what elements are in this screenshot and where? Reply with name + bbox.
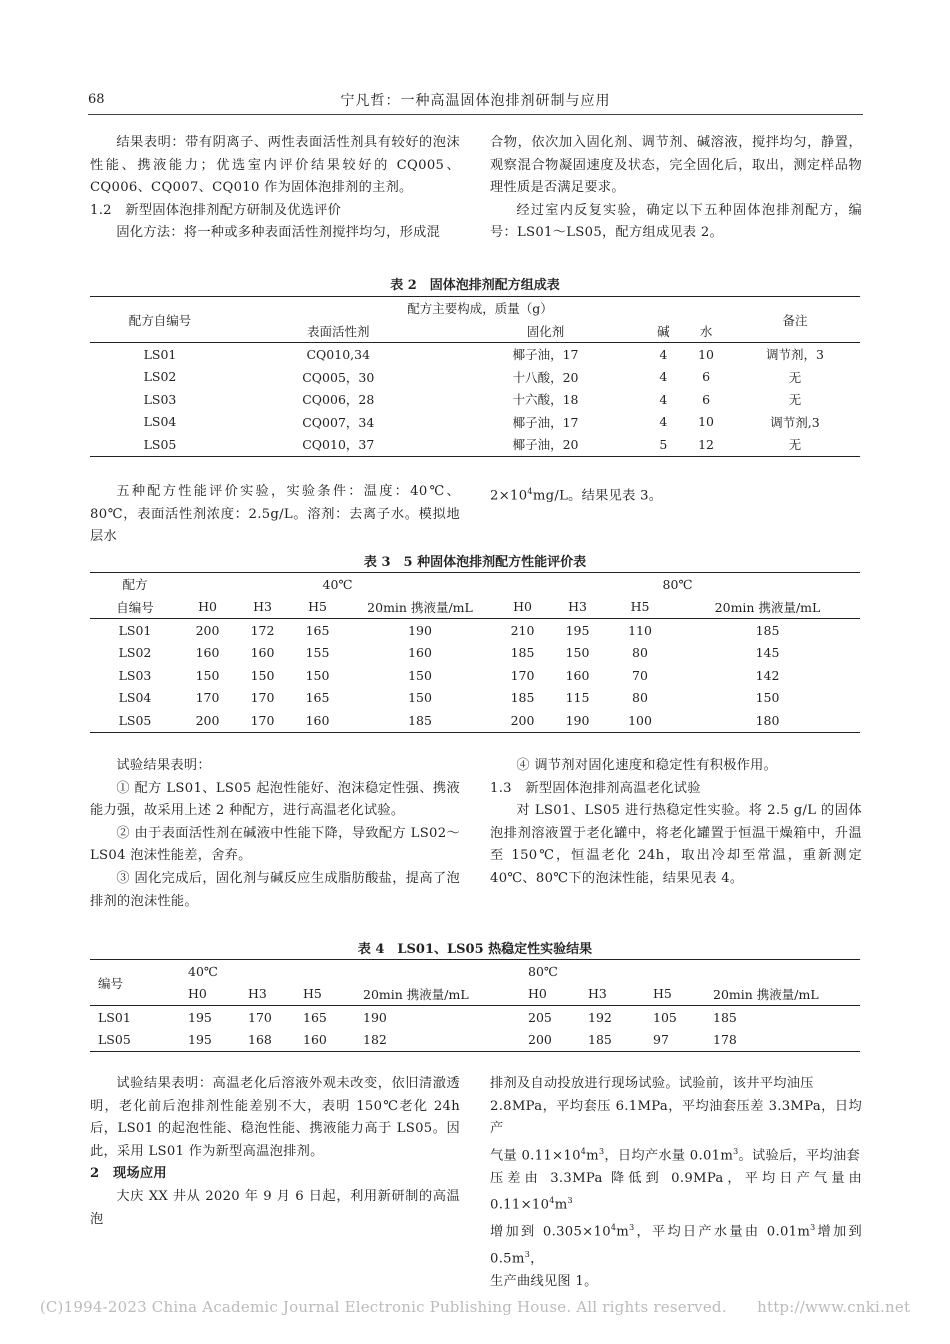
table-cell: 调节剂,3 bbox=[770, 414, 820, 430]
table-cell: 97 bbox=[653, 1032, 669, 1048]
text-span: 增加到 0.305×10 bbox=[490, 1224, 611, 1240]
table-header: H3 bbox=[588, 986, 607, 1002]
table-cell: LS03 bbox=[143, 391, 177, 407]
table-header: 20min 携液量/mL bbox=[363, 986, 469, 1002]
section-heading-1-2: 1.2 新型固体泡排剂配方研制及优选评价 bbox=[90, 202, 342, 218]
table-cell: LS04 bbox=[143, 414, 177, 430]
table-header: H3 bbox=[253, 599, 272, 615]
section-heading-1-3: 1.3 新型固体泡排剂高温老化试验 bbox=[490, 780, 701, 796]
table-header: H0 bbox=[513, 599, 532, 615]
table-cell: CQ005，30 bbox=[302, 369, 375, 385]
table-cell: 无 bbox=[788, 369, 802, 385]
paragraph: 结果表明：带有阴离子、两性表面活性剂具有较好的泡沫性能、携液能力；优选室内评价结果较好的 CQ005、CQ006、CQ007、CQ010 作为固体泡排剂的主剂。 bbox=[90, 135, 460, 196]
table-2 bbox=[90, 296, 860, 457]
paragraph bbox=[490, 1217, 862, 1271]
table-row bbox=[90, 642, 860, 665]
table-cell: 185 bbox=[713, 1009, 737, 1025]
left-column-2 bbox=[90, 755, 460, 913]
superscript: 4 bbox=[610, 1223, 617, 1233]
paragraph: ② 由于表面活性剂在碱液中性能下降，导致配方 LS02～LS04 泡沫性能差，舍弃。 bbox=[90, 825, 460, 864]
paragraph: ③ 固化完成后，固化剂与碱反应生成脂肪酸盐，提高了泡排剂的泡沫性能。 bbox=[90, 870, 460, 909]
table-cell: 200 bbox=[195, 712, 220, 728]
table-3 bbox=[90, 572, 860, 733]
table-header: 80℃ bbox=[528, 963, 558, 979]
table-row bbox=[90, 709, 860, 732]
table-cell: 185 bbox=[510, 645, 535, 661]
table-cell: 160 bbox=[303, 1032, 327, 1048]
text-span: m bbox=[616, 1224, 630, 1240]
table-cell: 185 bbox=[408, 712, 432, 728]
right-column-1 bbox=[490, 132, 862, 245]
table-header: 20min 携液量/mL bbox=[714, 599, 821, 615]
table-cell: LS02 bbox=[143, 369, 177, 385]
table-cell: 145 bbox=[755, 645, 780, 661]
table-cell: 110 bbox=[628, 622, 652, 638]
table-cell: LS05 bbox=[143, 436, 177, 452]
table-cell: 无 bbox=[788, 392, 802, 408]
text-span: 2×10 bbox=[490, 488, 528, 504]
table-cell: 椰子油，20 bbox=[512, 437, 579, 453]
table-cell: CQ006，28 bbox=[302, 392, 375, 408]
table-header: 80℃ bbox=[662, 576, 693, 592]
table-cell: 10 bbox=[698, 414, 715, 430]
table-cell: 无 bbox=[788, 437, 802, 453]
table-cell: 5 bbox=[659, 436, 668, 452]
table-4 bbox=[90, 959, 860, 1052]
paragraph bbox=[490, 1141, 862, 1168]
text-span: mg/L。结果见表 3。 bbox=[532, 488, 663, 504]
table-header: 碱 bbox=[657, 323, 670, 339]
table-cell: 170 bbox=[248, 1009, 272, 1025]
paragraph: 大庆 XX 井从 2020 年 9 月 6 日起，利用新研制的高温泡 bbox=[90, 1188, 460, 1227]
table-header: H5 bbox=[308, 599, 327, 615]
paragraph bbox=[490, 1168, 862, 1218]
table-cell: 180 bbox=[755, 712, 780, 728]
table-cell: 150 bbox=[195, 667, 220, 683]
table-header: 配方 bbox=[122, 577, 148, 593]
table-cell: 150 bbox=[305, 667, 330, 683]
table-cell: 160 bbox=[250, 645, 275, 661]
paragraph: 对 LS01、LS05 进行热稳定性实验。将 2.5 g/L 的固体泡排剂溶液置于老化罐中，将老化罐置于恒温干燥箱中，升温至 150℃，恒温老化 24h，取出冷却至常温，重新测定 40℃、80℃下的泡沫性能，结果见表 4。 bbox=[490, 803, 862, 886]
text-span: m bbox=[586, 1148, 599, 1164]
table-row bbox=[90, 1029, 860, 1052]
table-cell: 185 bbox=[510, 690, 535, 706]
paragraph: 固化方法：将一种或多种表面活性剂搅拌均匀，形成混 bbox=[116, 225, 441, 241]
table-cell: 150 bbox=[755, 690, 780, 706]
table-row bbox=[90, 388, 860, 411]
table-cell: 160 bbox=[408, 645, 432, 661]
table-cell: 190 bbox=[565, 712, 590, 728]
table-header: H3 bbox=[248, 986, 267, 1002]
table-cell: 195 bbox=[188, 1032, 212, 1048]
table-header: H5 bbox=[630, 599, 650, 615]
text-span: 。试验后，平均油套 bbox=[738, 1148, 860, 1164]
table-header: 表面活性剂 bbox=[307, 323, 370, 339]
table-header: H5 bbox=[653, 986, 672, 1002]
superscript: 3 bbox=[567, 1196, 573, 1206]
table-cell: 190 bbox=[363, 1009, 387, 1025]
table-cell: 178 bbox=[713, 1032, 737, 1048]
superscript: 3 bbox=[598, 1146, 605, 1156]
table-row bbox=[90, 343, 860, 366]
table-cell: 4 bbox=[659, 391, 668, 407]
table-cell: LS02 bbox=[118, 645, 152, 661]
table-header: H3 bbox=[568, 599, 587, 615]
table-row bbox=[90, 687, 860, 710]
table-cell: 105 bbox=[653, 1009, 677, 1025]
table-header: H0 bbox=[528, 986, 547, 1002]
left-column-3 bbox=[90, 1073, 460, 1231]
right-column-mid bbox=[490, 481, 862, 508]
table-cell: 170 bbox=[195, 690, 220, 706]
left-column-1 bbox=[90, 132, 460, 245]
table-cell: 170 bbox=[250, 712, 275, 728]
table-cell: 200 bbox=[195, 622, 220, 638]
table-cell: 十六酸，18 bbox=[512, 392, 579, 408]
table-cell: 200 bbox=[528, 1032, 552, 1048]
table-header: 20min 携液量/mL bbox=[367, 599, 473, 615]
table-cell: LS05 bbox=[118, 712, 152, 728]
table-header: 20min 携液量/mL bbox=[713, 986, 819, 1002]
superscript: 4 bbox=[580, 1146, 587, 1156]
table-cell: 4 bbox=[659, 369, 668, 385]
table-header: H0 bbox=[188, 986, 207, 1002]
table-cell: LS01 bbox=[98, 1009, 131, 1025]
table-row bbox=[90, 664, 860, 687]
table-cell: 200 bbox=[510, 712, 535, 728]
table-cell: 192 bbox=[588, 1009, 612, 1025]
table-cell: 190 bbox=[408, 622, 432, 638]
table-cell: 6 bbox=[702, 369, 711, 385]
table-cell: LS03 bbox=[118, 667, 152, 683]
paragraph: ④ 调节剂对固化速度和稳定性有积极作用。 bbox=[516, 758, 778, 773]
table-cell: 160 bbox=[565, 667, 590, 683]
copyright-footer: (C)1994-2023 China Academic Journal Electronic Publishing House. All rights reserved. http://www.cnki.net bbox=[39, 1298, 911, 1316]
table-cell: 4 bbox=[659, 346, 668, 362]
table-cell: LS05 bbox=[98, 1032, 131, 1048]
table-header: 40℃ bbox=[322, 576, 353, 592]
text-span: 压差由 3.3MPa 降低到 0.9MPa，平均日产气量由 0.11×10 bbox=[490, 1170, 862, 1213]
table-cell: CQ010,34 bbox=[306, 346, 371, 362]
table-cell: 165 bbox=[305, 690, 330, 706]
superscript: 3 bbox=[524, 1250, 531, 1260]
table-cell: 142 bbox=[755, 667, 780, 683]
table-row bbox=[90, 411, 860, 434]
table-cell: 80 bbox=[632, 645, 648, 661]
paragraph: ① 配方 LS01、LS05 起泡性能好、泡沫稳定性强、携液能力强，故采用上述 2 种配方，进行高温老化试验。 bbox=[90, 780, 460, 819]
table-cell: 185 bbox=[755, 622, 780, 638]
table-cell: 150 bbox=[250, 667, 275, 683]
left-column-mid bbox=[90, 481, 460, 549]
paragraph: 经过室内反复实验，确定以下五种固体泡排剂配方，编号：LS01～LS05，配方组成见表 2。 bbox=[490, 202, 862, 241]
text-span: 增加到 0.5m bbox=[490, 1224, 862, 1267]
superscript: 4 bbox=[527, 487, 533, 496]
superscript: 3 bbox=[733, 1146, 739, 1156]
table-cell: 165 bbox=[305, 622, 330, 638]
superscript: 3 bbox=[810, 1223, 816, 1233]
table-header: 自编号 bbox=[116, 599, 154, 615]
table-row bbox=[90, 619, 860, 642]
table-cell: 12 bbox=[698, 436, 715, 452]
table-cell: CQ007，34 bbox=[302, 414, 375, 430]
table-header: 40℃ bbox=[188, 963, 218, 979]
table-cell: 70 bbox=[632, 667, 648, 683]
table-header: 水 bbox=[699, 323, 713, 339]
section-heading-2: 2 现场应用 bbox=[90, 1166, 167, 1182]
paragraph: 五种配方性能评价实验，实验条件：温度：40℃、80℃，表面活性剂浓度：2.5g/L。溶剂：去离子水。模拟地层水 bbox=[90, 484, 460, 545]
table-cell: LS01 bbox=[118, 622, 152, 638]
table-cell: 210 bbox=[510, 622, 535, 638]
table-header: 配方主要构成，质量（g） bbox=[407, 301, 553, 317]
table-cell: 115 bbox=[565, 690, 590, 706]
right-column-2 bbox=[490, 755, 862, 891]
table-3-caption: 表 3 5 种固体泡排剂配方性能评价表 bbox=[363, 555, 587, 570]
table-cell: 150 bbox=[408, 667, 432, 683]
table-cell: 155 bbox=[305, 645, 330, 661]
paragraph: 生产曲线见图 1。 bbox=[490, 1274, 598, 1290]
table-cell: LS01 bbox=[143, 346, 177, 362]
table-cell: 10 bbox=[698, 346, 715, 362]
page-number: 68 bbox=[88, 92, 105, 107]
table-cell: 80 bbox=[632, 690, 648, 706]
table-header: 配方自编号 bbox=[128, 312, 192, 328]
page-header bbox=[88, 90, 863, 115]
text-span: ，平均日产水量由 0.01m bbox=[634, 1224, 811, 1240]
paragraph: 合物，依次加入固化剂、调节剂、碱溶液，搅拌均匀，静置，观察混合物凝固速度及状态，完全固化后，取出，测定样品物理性质是否满足要求。 bbox=[490, 135, 862, 196]
table-cell: 165 bbox=[303, 1009, 327, 1025]
table-cell: LS04 bbox=[118, 690, 152, 706]
superscript: 4 bbox=[549, 1196, 555, 1206]
paragraph bbox=[490, 481, 862, 508]
table-cell: 160 bbox=[195, 645, 220, 661]
table-cell: 205 bbox=[528, 1009, 552, 1025]
paragraph: 试验结果表明：高温老化后溶液外观未改变，依旧清澈透明，老化前后泡排剂性能差别不大，表明 150℃老化 24h 后，LS01 的起泡性能、稳泡性能、携液能力高于 LS05。因此，采用 LS01 作为新型高温泡排剂。 bbox=[90, 1076, 460, 1159]
table-cell: 160 bbox=[305, 712, 330, 728]
table-cell: 调节剂，3 bbox=[766, 347, 824, 363]
running-title: 宁凡哲：一种高温固体泡排剂研制与应用 bbox=[340, 93, 611, 109]
paragraph: 试验结果表明： bbox=[116, 758, 211, 773]
table-4-caption: 表 4 LS01、LS05 热稳定性实验结果 bbox=[357, 942, 593, 957]
table-cell: 168 bbox=[248, 1032, 272, 1048]
table-header: 编号 bbox=[98, 975, 124, 991]
table-2-caption: 表 2 固体泡排剂配方组成表 bbox=[390, 278, 560, 293]
table-cell: 6 bbox=[702, 391, 711, 407]
right-column-3 bbox=[490, 1073, 862, 1294]
table-header: H5 bbox=[303, 986, 322, 1002]
table-cell: 195 bbox=[188, 1009, 212, 1025]
table-cell: 椰子油，17 bbox=[512, 347, 579, 363]
table-cell: CQ010，37 bbox=[302, 437, 375, 453]
table-cell: 195 bbox=[565, 622, 590, 638]
paragraph: 2.8MPa，平均套压 6.1MPa，平均油套压差 3.3MPa，日均产 bbox=[490, 1098, 862, 1137]
text-span: ， bbox=[530, 1251, 544, 1267]
text-span: 气量 0.11×10 bbox=[490, 1148, 581, 1164]
table-row bbox=[90, 433, 860, 456]
superscript: 3 bbox=[629, 1223, 635, 1233]
table-cell: 100 bbox=[628, 712, 652, 728]
table-row bbox=[90, 366, 860, 389]
table-header: H0 bbox=[198, 599, 217, 615]
table-cell: 150 bbox=[565, 645, 590, 661]
paragraph: 排剂及自动投放进行现场试验。试验前，该井平均油压 bbox=[490, 1076, 814, 1091]
text-span: m bbox=[554, 1197, 568, 1213]
table-cell: 4 bbox=[659, 414, 668, 430]
table-cell: 150 bbox=[408, 690, 432, 706]
table-cell: 182 bbox=[363, 1032, 387, 1048]
table-cell: 170 bbox=[510, 667, 535, 683]
table-cell: 椰子油，17 bbox=[512, 414, 579, 430]
table-cell: 172 bbox=[250, 622, 275, 638]
table-cell: 185 bbox=[588, 1032, 612, 1048]
table-header: 备注 bbox=[782, 312, 808, 328]
table-row bbox=[90, 1006, 860, 1029]
text-span: ，日均产水量 0.01m bbox=[604, 1148, 734, 1164]
table-cell: 170 bbox=[250, 690, 275, 706]
table-header: 固化剂 bbox=[526, 323, 565, 339]
table-cell: 十八酸，20 bbox=[512, 369, 579, 385]
